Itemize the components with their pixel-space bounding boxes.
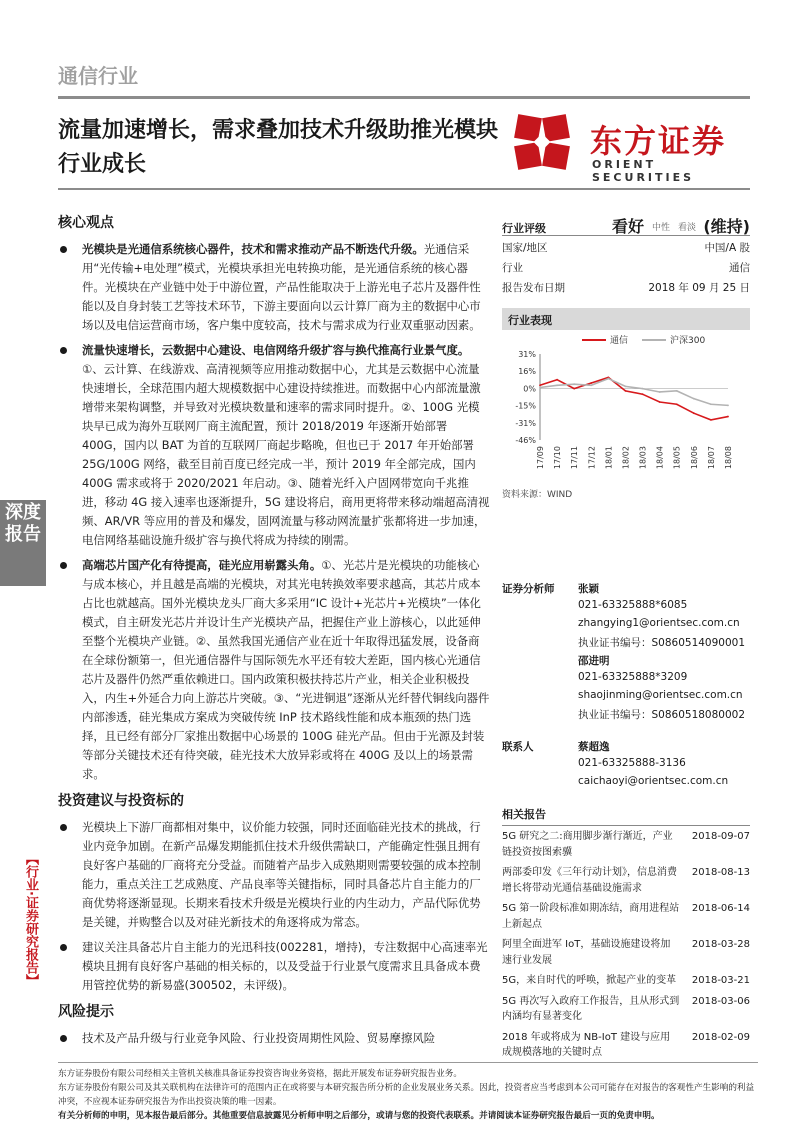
logo-text-en: ORIENT SECURITIES	[592, 158, 695, 184]
report-title: 流量加速增长，需求叠加技术升级助推光模块行业成长	[58, 118, 499, 177]
analyst-row	[502, 754, 750, 772]
core-point-text: 光通信采用“光传输+电处理”模式，光模块承担光电转换功能，是光通信系统的核心器件。光模块在产业链中处于中游位置，产品性能取决于上游光电子芯片及器件性能以及自身封装工艺等技术环节，下游主要面向以云计算厂商为主的数据中心市场以及电信运营商市场，客户集中度较高，技术与需求成为行业双重驱动因素。	[82, 242, 481, 332]
risk-point: 技术及产品升级与行业竞争风险、行业投资周期性风险、贸易摩擦风险	[58, 1029, 490, 1048]
related-title[interactable]: 5G 研究之二:商用脚步渐行渐近，产业链投资按图索骥	[502, 831, 673, 858]
core-point-text: ①、云计算、在线游戏、高清视频等应用推动数据中心，尤其是云数据中心流量快速增长，全球范围内超大规模数据中心建设持续推进。而数据中心内部流量激增带来架构调整，并导致对光模块数量和速率的需求同时提升。②、100G 光模块早已成为海外互联网厂商主流配置，预计 2018/2019 年逐渐开始部署 400G，国内以 BAT 为首的互联网厂商起步略晚，但也已于 2017 年开始部署 25G/100G 网络，截至目前百度已经完成一半，预计 2019 年全部完成，国内 400G 需求或将于 2020/2021 年启动。③、随着光纤入户固网带宽向千兆推进，移动 4G 接入速率也逐渐提升，5G 建设将启，商用更将带来移动端超高清视频、AR/VR 等应用的普及和爆发，固网流量与移动网流量扩张都将进一步加速，电信网络基础设施升级扩容与换代将成为持续的刚需。	[82, 362, 490, 547]
x-tick-label: 18/03	[638, 446, 648, 470]
invest-point: 建议关注具备芯片自主能力的光迅科技(002281，增持)，专注数据中心高速率光模块且拥有良好客户基础的相关标的，以及受益于行业景气度需求且具备成本费用管控优势的新易盛(300502，未评级)。	[58, 938, 490, 995]
related-title[interactable]: 2018 年或将成为 NB-IoT 建设与应用成规模落地的关键时点	[502, 1031, 671, 1058]
analyst-row	[502, 632, 750, 650]
main-content	[58, 212, 490, 1054]
data-point	[539, 384, 541, 386]
rating-row	[502, 214, 750, 236]
related-item[interactable]	[502, 901, 750, 932]
related-item[interactable]	[502, 1030, 750, 1061]
data-point	[590, 382, 592, 384]
chart-source: 资料来源：WIND	[502, 490, 573, 500]
related-title[interactable]: 5G 再次写入政府工作报告，且从形式到内涵均有显著变化	[502, 995, 680, 1022]
info-key: 国家/地区	[502, 242, 548, 254]
title-divider	[58, 188, 750, 190]
disclaimer-footer	[58, 1062, 758, 1123]
analyst-name: 蔡超逸	[578, 741, 610, 753]
analyst-cert: 执业证书编号：S0860518080002	[578, 709, 746, 721]
info-key: 行业	[502, 262, 523, 274]
report-type-label: 深度报告	[5, 502, 41, 545]
data-point	[590, 384, 592, 386]
data-point	[693, 398, 695, 400]
data-point	[573, 383, 575, 385]
y-tick-label: 16%	[518, 366, 536, 376]
data-point	[607, 378, 609, 380]
x-tick-label: 17/09	[536, 446, 545, 470]
data-point	[727, 416, 729, 418]
related-title[interactable]: 5G 第一阶段标准如期冻结，商用进程站上新起点	[502, 903, 680, 930]
data-point	[659, 391, 661, 393]
data-point	[642, 388, 644, 390]
logo-mark-icon	[512, 112, 572, 172]
related-date: 2018-09-07	[691, 831, 750, 842]
related-title[interactable]: 两部委印发《三年行动计划》，信息消费增长将带动光通信基础设施需求	[502, 867, 677, 894]
x-tick-label: 18/05	[672, 446, 682, 470]
analyst-email[interactable]: zhangying1@orientsec.com.cn	[578, 617, 740, 629]
analyst-email[interactable]: shaojinming@orientsec.com.cn	[578, 689, 743, 701]
info-value: 中国/A 股	[704, 242, 750, 254]
x-tick-label: 18/08	[724, 446, 733, 470]
analyst-name: 邵进明	[578, 655, 610, 667]
analyst-row	[502, 596, 750, 614]
related-reports	[502, 806, 750, 1066]
y-tick-label: 0%	[523, 384, 536, 394]
core-point-text: ①、光芯片是光模块的功能核心与成本核心，并且越是高端的光模块，对其光电转换效率要求越高，其芯片成本占比也就越高。国外光模块龙头厂商大多采用“IC 设计+光芯片+光模块”一体化模式，自主研发光芯片并设计生产光模块产品，把握住产业上游核心，以此延伸至整个光模块产业链。②、虽然我国光通信产业在近十年取得迅猛发展，设备商在全球份额第一，但光通信器件与国际领先水平还有较大差距，国内核心光通信芯片及器件仍然严重依赖进口。国内政策积极扶持芯片产业，相关企业积极投入，内生+外延合力向上游芯片突破。③、“光进铜退”逐渐从光纤替代铜线向器件内部渗透，硅光集成方案成为突破传统 InP 技术路线性能和成本瓶颈的热门选择，且已经有部分厂家推出数据中心场景的 100G 硅光产品。但由于光源及封装等部分关键技术还有待突破，硅光技术大放异彩或将在 400G 及以上的场景需求。	[82, 558, 490, 781]
analyst-row	[502, 668, 750, 686]
core-point-lead: 高端芯片国产化有待提高，硅光应用崭露头角。	[82, 558, 322, 572]
y-tick-label: -31%	[515, 419, 536, 429]
info-row	[502, 236, 750, 256]
x-tick-label: 18/02	[621, 446, 631, 470]
analyst-phone: 021-63325888*3209	[578, 671, 688, 683]
header-divider	[58, 96, 750, 99]
performance-chart	[502, 330, 750, 480]
y-tick-label: 31%	[518, 350, 536, 359]
analyst-role: 证券分析师	[502, 583, 555, 595]
info-key: 报告发布日期	[502, 282, 565, 294]
analyst-row	[502, 736, 750, 754]
x-tick-label: 17/12	[587, 446, 597, 470]
core-point	[58, 240, 490, 335]
info-row	[502, 276, 750, 296]
company-logo	[512, 112, 752, 184]
core-point-lead: 流量快速增长，云数据中心建设、电信网络升级扩容与换代推高行业景气度。	[82, 343, 470, 357]
analyst-row	[502, 704, 750, 722]
data-point	[710, 403, 712, 405]
analyst-email[interactable]: caichaoyi@orientsec.com.cn	[578, 775, 729, 787]
performance-heading: 行业表现	[502, 308, 750, 330]
industry-label: 通信行业	[58, 64, 138, 88]
data-point	[659, 401, 661, 403]
rating-main: 看好	[612, 217, 645, 236]
rating-neutral: 中性	[652, 223, 671, 233]
data-point	[710, 419, 712, 421]
analyst-panel	[502, 578, 750, 790]
rating-panel	[502, 214, 750, 500]
related-date: 2018-03-06	[691, 995, 750, 1007]
related-heading: 相关报告	[502, 806, 750, 826]
analyst-name: 张颖	[578, 583, 599, 595]
analyst-cert: 执业证书编号：S0860514090001	[578, 637, 746, 649]
analyst-phone: 021-63325888*6085	[578, 599, 688, 611]
core-point	[58, 341, 490, 550]
x-tick-label: 18/06	[689, 446, 699, 470]
rating-keep: (维持)	[703, 217, 750, 236]
info-value: 通信	[729, 262, 750, 274]
related-date: 2018-06-14	[691, 903, 750, 914]
data-point	[676, 390, 678, 392]
related-date: 2018-02-09	[691, 1031, 750, 1043]
related-item[interactable]	[502, 937, 750, 968]
analyst-row	[502, 772, 750, 790]
data-point	[625, 385, 627, 387]
legend-label: 沪深300	[670, 336, 706, 346]
analyst-row	[502, 578, 750, 596]
x-tick-label: 18/01	[604, 446, 614, 470]
related-title[interactable]: 5G，来自时代的呼唤，掀起产业的变革	[502, 975, 677, 986]
data-point	[642, 393, 644, 395]
analyst-role: 联系人	[502, 741, 534, 753]
logo-text-cn: 东方证券	[590, 122, 727, 160]
analyst-row	[502, 614, 750, 632]
disclaimer-line: 东方证券股份有限公司及其关联机构在法律许可的范围内正在或将要与本研究报告所分析的企业发展业务关系。因此，投资者应当考虑到本公司可能存在对报告的客观性产生影响的利益冲突，不应视本证券研究报告为作出投资决策的唯一因素。	[58, 1083, 755, 1107]
legend-label: 通信	[610, 336, 629, 346]
rating-bearish: 看淡	[678, 223, 697, 233]
data-point	[556, 379, 558, 381]
data-point	[727, 404, 729, 406]
invest-heading: 投资建议与投资标的	[58, 793, 184, 809]
data-point	[556, 384, 558, 386]
related-item[interactable]	[502, 829, 750, 860]
invest-point: 光模块上下游厂商都相对集中，议价能力较强，同时还面临硅光技术的挑战，行业内竞争加剧。在新产品爆发期能抓住技术升级供需缺口，产能确定性强且拥有良好客户基础的厂商将充分受益。而随着产品步入成熟期则需要较强的成本控制能力，重点关注工艺成熟度、产品良率等关键指标，同时具备芯片自主能力的厂商优势将逐渐显现。长期来看技术升级是光模块行业的内生动力，产品代际优势是关键，并购整合以及对硅光新技术的角逐将成为常态。	[58, 818, 490, 932]
related-date: 2018-08-13	[691, 867, 750, 878]
data-point	[573, 388, 575, 390]
related-item[interactable]	[502, 994, 750, 1025]
related-title[interactable]: 阿里全面进军 IoT，基础设施建设将加速行业发展	[502, 939, 671, 966]
y-tick-label: -15%	[515, 401, 536, 411]
risk-heading: 风险提示	[58, 1004, 114, 1020]
disclaimer-line-bold: 有关分析师的申明，见本报告最后部分。其他重要信息披露见分析师申明之后部分，或请与您的投资代表联系。并请阅读本证券研究报告最后一页的免责申明。	[58, 1111, 660, 1121]
x-tick-label: 18/07	[706, 446, 716, 470]
analyst-row	[502, 650, 750, 668]
rating-label: 行业评级	[502, 222, 546, 235]
x-tick-label: 17/11	[570, 446, 580, 470]
x-tick-label: 18/04	[655, 446, 665, 470]
analyst-phone: 021-63325888-3136	[578, 757, 686, 769]
info-row	[502, 256, 750, 276]
related-date: 2018-03-21	[691, 975, 750, 986]
data-point	[676, 403, 678, 405]
y-tick-label: -46%	[515, 436, 536, 445]
core-heading: 核心观点	[58, 215, 114, 231]
data-point	[625, 390, 627, 392]
analyst-row	[502, 686, 750, 704]
core-point-lead: 光模块是光通信系统核心器件，技术和需求推动产品不断迭代升级。	[82, 242, 424, 256]
report-category-vertical: 【行业·证券研究报告】	[23, 852, 38, 987]
info-value: 2018 年 09 月 25 日	[648, 282, 750, 294]
related-date: 2018-03-28	[691, 939, 750, 950]
related-item[interactable]	[502, 973, 750, 989]
report-type-band	[0, 500, 46, 586]
core-point	[58, 556, 490, 784]
disclaimer-line: 东方证券股份有限公司经相关主管机关核准具备证券投资咨询业务资格，据此开展发布证券研究报告业务。	[58, 1069, 462, 1079]
data-point	[693, 412, 695, 414]
related-item[interactable]	[502, 865, 750, 896]
data-point	[539, 387, 541, 389]
x-tick-label: 17/10	[553, 446, 563, 470]
